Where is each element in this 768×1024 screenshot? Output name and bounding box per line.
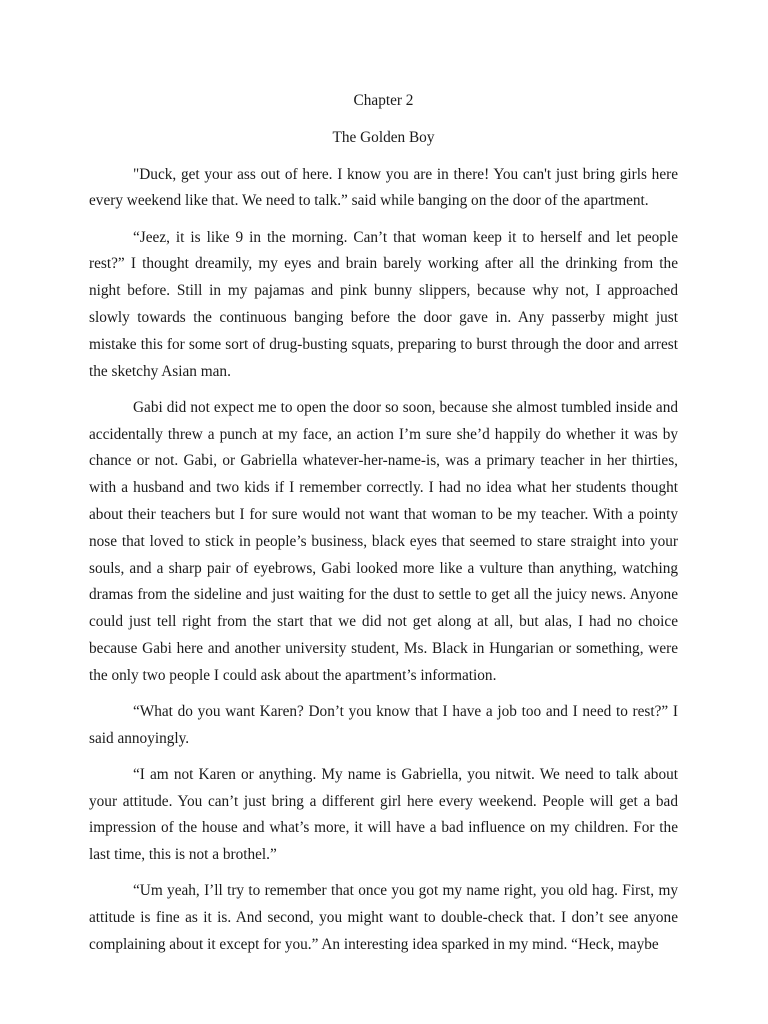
paragraph-3: Gabi did not expect me to open the door so soon, because she almost tumbled inside and accidentally threw a punch at my face, an action I’m sure she’d happily do whether it was by chance or not. Gabi, or Gabriella whatever-her-name-is, was a primary teacher in her thirties, with a husband and two kids if I remember correctly. I had no idea what her students thought about their teachers but I for sure would not want that woman to be my teacher. With a pointy nose that loved to stick in people’s business, black eyes that seemed to stare straight into your souls, and a sharp pair of eyebrows, Gabi looked more like a vulture than anything, watching dramas from the sideline and just waiting for the dust to settle to get all the juicy news. Anyone could just tell right from the start that we did not get along at all, but alas, I had no choice because Gabi here and another university student, Ms. Black in Hungarian or something, were the only two people I could ask about the apartment’s information. [89,398,678,684]
paragraph-1: "Duck, get your ass out of here. I know you are in there! You can't just bring girls here every weekend like that. We need to talk.” said while banging on the door of the apartment. [89,165,678,210]
paragraph-2: “Jeez, it is like 9 in the morning. Can’t that woman keep it to herself and let people rest?” I thought dreamily, my eyes and brain barely working after all the drinking from the night before. Still in my pajamas and pink bunny slippers, because why not, I approached slowly towards the continuous banging before the door gave in. Any passerby might just mistake this for some sort of drug-busting squats, preparing to burst through the door and arrest the sketchy Asian man. [89,228,678,380]
chapter-heading: Chapter 2 [353,92,414,109]
paragraph-5: “I am not Karen or anything. My name is Gabriella, you nitwit. We need to talk about your attitude. You can’t just bring a different girl here every weekend. People will get a bad impression of the house and what’s more, it will have a bad influence on my children. For the last time, this is not a brothel.” [89,765,678,864]
paragraph-6: “Um yeah, I’ll try to remember that once you got my name right, you old hag. First, my attitude is fine as it is. And second, you might want to double-check that. I don’t see anyone complaining about it except for you.” An interesting idea sparked in my mind. “Heck, maybe [89,882,678,954]
document-body [89,88,678,968]
paragraph-4: “What do you want Karen? Don’t you know that I have a job too and I need to rest?” I said annoyingly. [89,702,678,747]
chapter-title: The Golden Boy [332,128,435,146]
